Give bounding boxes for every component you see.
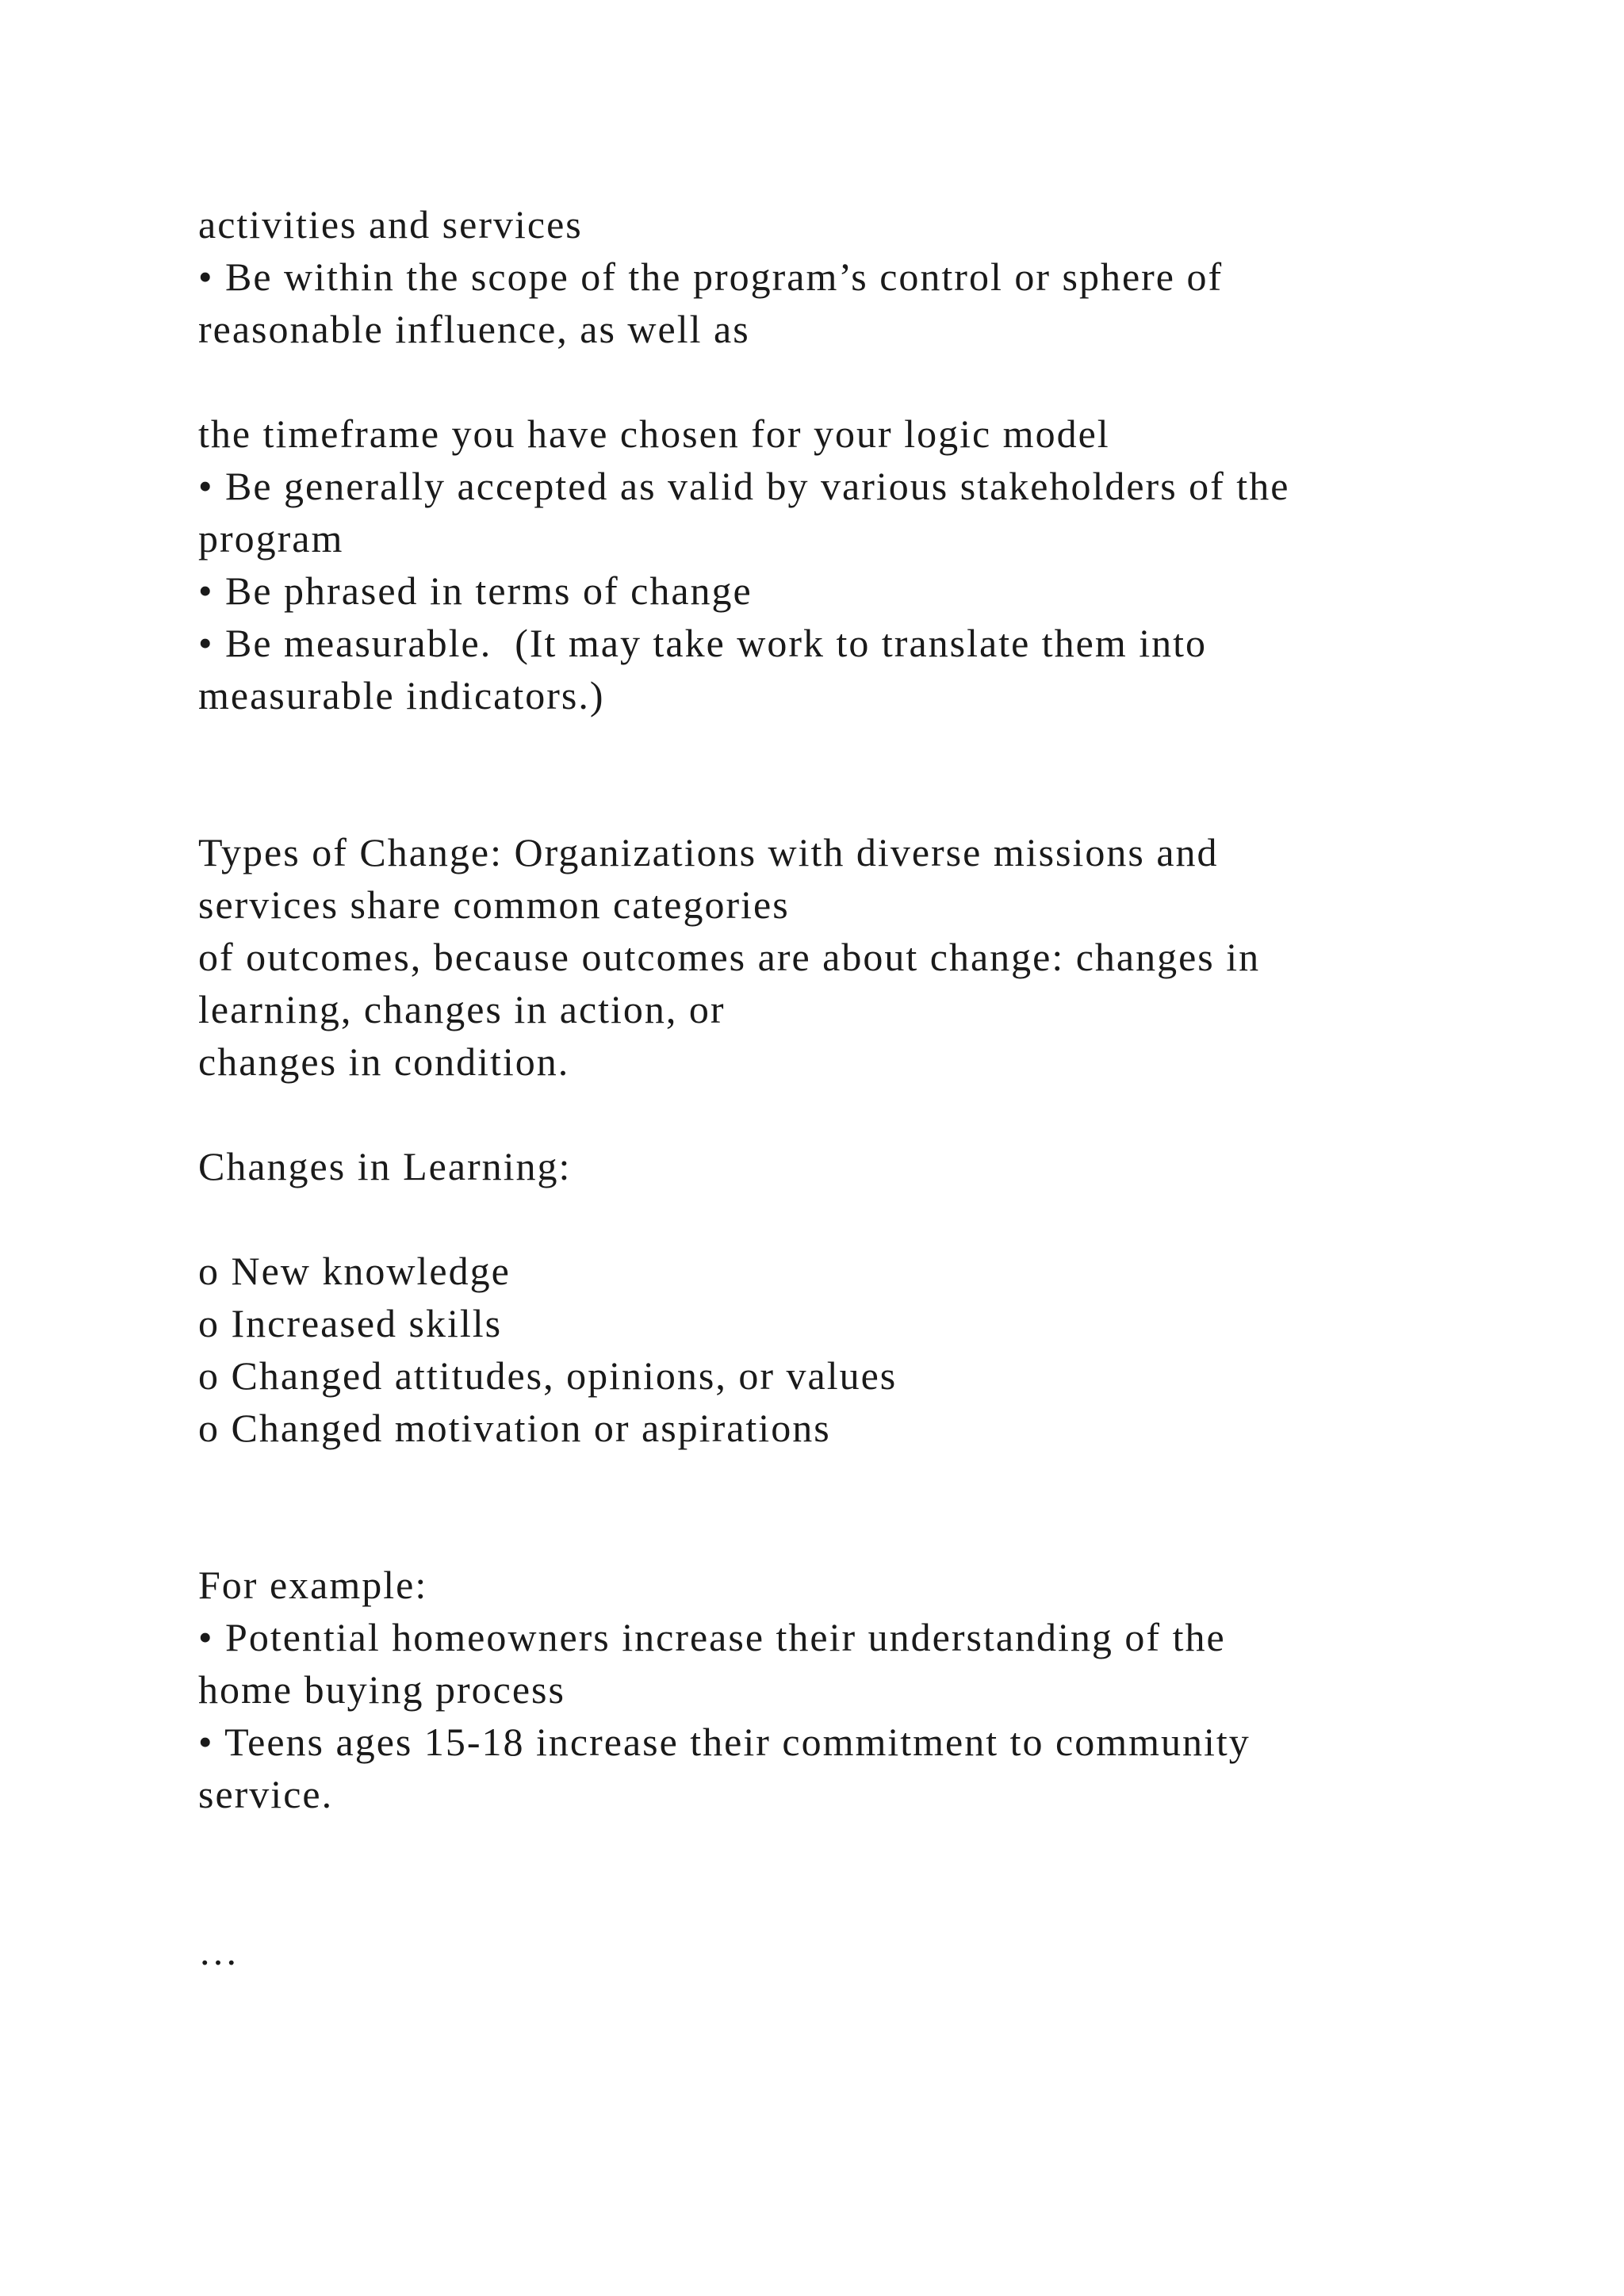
text-line: of outcomes, because outcomes are about change: changes in bbox=[198, 935, 1261, 979]
text-line: reasonable influence, as well as bbox=[198, 307, 750, 351]
document-body bbox=[198, 198, 1435, 1977]
blank-line bbox=[198, 1454, 1435, 1506]
section-heading: Types of Change: Organizations with diverse missions and bbox=[198, 830, 1219, 874]
list-item: o Changed motivation or aspirations bbox=[198, 1406, 831, 1450]
bullet-line: • Potential homeowners increase their understanding of the bbox=[198, 1615, 1226, 1659]
blank-line bbox=[198, 774, 1435, 826]
blank-line bbox=[198, 1192, 1435, 1245]
bullet-line: • Be phrased in terms of change bbox=[198, 568, 753, 613]
bullet-line: • Be generally accepted as valid by various stakeholders of the bbox=[198, 464, 1290, 508]
bullet-line: • Be measurable. (It may take work to translate them into bbox=[198, 621, 1208, 665]
list-item: o New knowledge bbox=[198, 1249, 511, 1293]
text-line: services share common categories bbox=[198, 882, 790, 927]
list-item: o Increased skills bbox=[198, 1301, 503, 1345]
list-item: o Changed attitudes, opinions, or values bbox=[198, 1353, 898, 1398]
text-line: measurable indicators.) bbox=[198, 673, 605, 718]
text-line: learning, changes in action, or bbox=[198, 987, 726, 1031]
blank-line bbox=[198, 355, 1435, 408]
text-line: activities and services bbox=[198, 202, 583, 247]
blank-line bbox=[198, 1820, 1435, 1873]
text-line: the timeframe you have chosen for your logic model bbox=[198, 411, 1110, 456]
text-line: home buying process bbox=[198, 1667, 565, 1712]
bullet-line: • Be within the scope of the program’s control or sphere of bbox=[198, 254, 1224, 299]
text-line: changes in condition. bbox=[198, 1039, 570, 1084]
subheading: Changes in Learning: bbox=[198, 1144, 572, 1188]
ellipsis: … bbox=[198, 1929, 239, 1973]
blank-line bbox=[198, 1088, 1435, 1140]
blank-line bbox=[198, 1506, 1435, 1559]
blank-line bbox=[198, 1873, 1435, 1925]
text-line: service. bbox=[198, 1772, 334, 1816]
example-label: For example: bbox=[198, 1563, 428, 1607]
bullet-line: • Teens ages 15-18 increase their commitment to community bbox=[198, 1720, 1251, 1764]
text-line: program bbox=[198, 516, 344, 561]
blank-line bbox=[198, 721, 1435, 774]
